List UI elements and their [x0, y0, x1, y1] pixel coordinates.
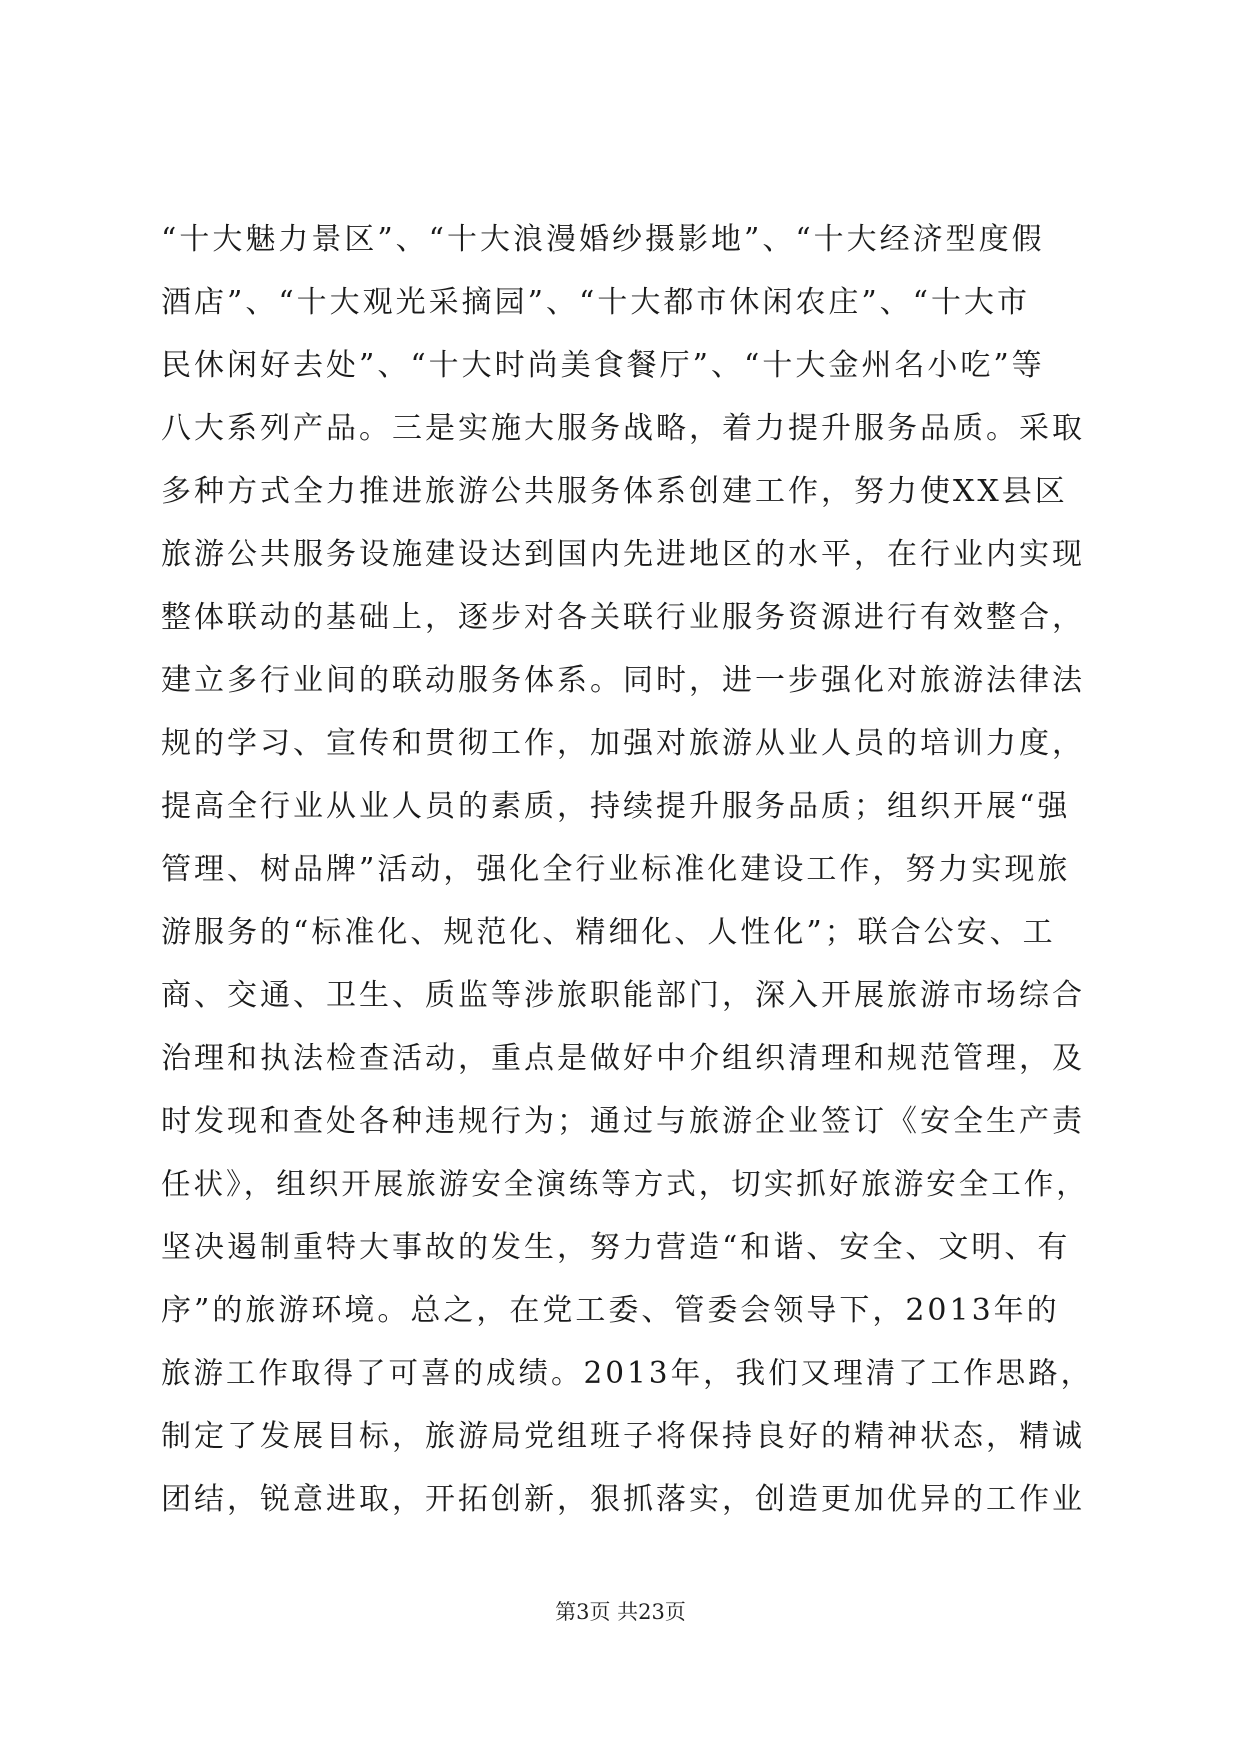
text-line: 治理和执法检查活动，重点是做好中介组织清理和规范管理，及	[161, 1041, 1085, 1076]
text-line: 时发现和查处各种违规行为；通过与旅游企业签订《安全生产责	[161, 1104, 1085, 1139]
text-line: 酒店”、“十大观光采摘园”、“十大都市休闲农庄”、“十大市	[161, 285, 1031, 320]
text-line: 提高全行业从业人员的素质，持续提升服务品质；组织开展“强	[161, 789, 1071, 824]
text-line: 旅游工作取得了可喜的成绩。2013年，我们又理清了工作思路，	[161, 1356, 1094, 1390]
text-line: 商、交通、卫生、质监等涉旅职能部门，深入开展旅游市场综合	[161, 978, 1085, 1013]
text-line: 游服务的“标准化、规范化、精细化、人性化”；联合公安、工	[161, 915, 1056, 950]
text-line: 制定了发展目标，旅游局党组班子将保持良好的精神状态，精诚	[161, 1419, 1085, 1454]
text-line: 任状》，组织开展旅游安全演练等方式，切实抓好旅游安全工作，	[161, 1167, 1089, 1201]
text-line: “十大魅力景区”、“十大浪漫婚纱摄影地”、“十大经济型度假	[161, 222, 1045, 257]
text-line: 序”的旅游环境。总之，在党工委、管委会领导下，2013年的	[161, 1293, 1060, 1328]
text-line: 管理、树品牌”活动，强化全行业标准化建设工作，努力实现旅	[161, 852, 1071, 887]
text-line: 建立多行业间的联动服务体系。同时，进一步强化对旅游法律法	[161, 663, 1085, 698]
page-number-footer: 第3页 共23页	[555, 1600, 686, 1624]
text-line: 规的学习、宣传和贯彻工作，加强对旅游从业人员的培训力度，	[161, 726, 1085, 761]
text-line: 八大系列产品。三是实施大服务战略，着力提升服务品质。采取	[161, 411, 1085, 446]
text-line: 坚决遏制重特大事故的发生，努力营造“和谐、安全、文明、有	[161, 1230, 1071, 1265]
body-text	[161, 208, 1101, 1531]
text-line: 旅游公共服务设施建设达到国内先进地区的水平，在行业内实现	[161, 537, 1085, 572]
text-line: 民休闲好去处”、“十大时尚美食餐厅”、“十大金州名小吃”等	[161, 348, 1045, 383]
text-line: 整体联动的基础上，逐步对各关联行业服务资源进行有效整合，	[161, 600, 1085, 635]
text-line: 团结，锐意进取，开拓创新，狠抓落实，创造更加优异的工作业	[161, 1482, 1085, 1517]
text-line: 多种方式全力推进旅游公共服务体系创建工作，努力使XX县区	[161, 474, 1068, 509]
